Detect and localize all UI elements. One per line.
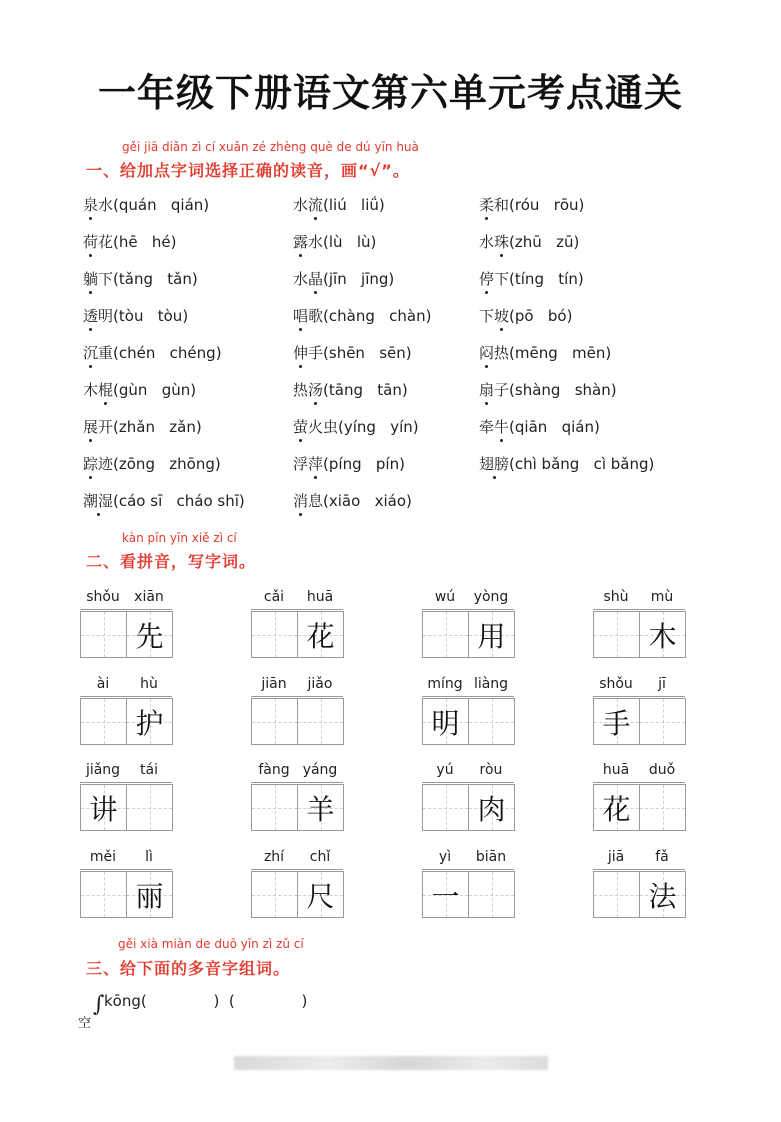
pinyin-baseline <box>251 609 343 610</box>
pinyin-syllable: biān <box>475 849 507 865</box>
pinyin-syllable: jī <box>658 676 666 692</box>
dotted-char: 沉 <box>83 344 99 362</box>
pinyin-options[interactable]: (gùn gùn) <box>113 381 197 399</box>
dotted-char: 露 <box>293 233 309 251</box>
reading-choice-item[interactable] <box>83 268 198 289</box>
pinyin-label <box>80 762 172 780</box>
pinyin-syllable: zhí <box>263 849 285 865</box>
box-char: 羊 <box>306 792 335 826</box>
box-char: 一 <box>431 879 460 913</box>
pinyin-label <box>251 762 343 780</box>
writing-box[interactable] <box>126 784 173 831</box>
dotted-char: 坡 <box>494 307 510 325</box>
pinyin-options[interactable]: (tòu tòu) <box>113 307 189 325</box>
pinyin-options[interactable]: (qiān qián) <box>509 418 600 436</box>
pinyin-syllable: chǐ <box>309 849 331 865</box>
reading-choice-item[interactable] <box>83 379 196 400</box>
writing-box[interactable] <box>639 611 686 658</box>
box-char: 讲 <box>89 792 118 826</box>
pinyin-label <box>80 676 172 694</box>
writing-box[interactable] <box>251 698 298 745</box>
page-title: 一年级下册语文第六单元考点通关 <box>97 71 683 115</box>
dotted-char: 珠 <box>494 233 510 251</box>
word-suffix: 下 <box>494 270 510 288</box>
reading-choice-item[interactable] <box>293 416 419 437</box>
writing-box[interactable] <box>80 871 127 918</box>
pinyin-baseline <box>593 782 685 783</box>
pinyin-syllable: shù <box>603 589 629 605</box>
tianzige-boxes <box>422 784 514 830</box>
reading-choice-item[interactable] <box>83 416 202 437</box>
writing-box[interactable] <box>639 871 686 918</box>
pinyin-syllable: shǒu <box>86 589 120 605</box>
pinyin-label <box>80 849 172 867</box>
dotted-char: 棍 <box>98 381 114 399</box>
writing-box[interactable] <box>80 784 127 831</box>
pinyin-syllable: liàng <box>473 676 509 692</box>
box-char: 花 <box>602 792 631 826</box>
pinyin-options[interactable]: (yíng yín) <box>338 418 419 436</box>
reading-choice-item[interactable] <box>479 379 617 400</box>
pinyin-baseline <box>422 696 514 697</box>
tianzige-boxes <box>422 611 514 657</box>
writing-box[interactable] <box>468 784 515 831</box>
word-suffix: 下 <box>98 270 114 288</box>
word-suffix: 水 <box>308 233 324 251</box>
tianzige-boxes <box>593 698 685 744</box>
pinyin-label <box>422 589 514 607</box>
reading-choice-item[interactable] <box>293 194 385 215</box>
watermark-blur <box>234 1056 548 1070</box>
tianzige-boxes <box>422 698 514 744</box>
pinyin-syllable: ròu <box>479 762 503 778</box>
dotted-char: 汤 <box>308 381 324 399</box>
pinyin-options[interactable]: (píng pín) <box>323 455 405 473</box>
pinyin-options[interactable]: (liú liǘ) <box>323 196 385 214</box>
pinyin-syllable: yú <box>436 762 454 778</box>
tianzige-boxes <box>593 611 685 657</box>
tianzige-boxes <box>422 871 514 917</box>
dotted-char: 躺 <box>83 270 99 288</box>
writing-box[interactable] <box>639 698 686 745</box>
box-char: 用 <box>477 619 506 653</box>
dotted-char: 闷 <box>479 344 495 362</box>
writing-box[interactable] <box>251 784 298 831</box>
pinyin-syllable: měi <box>89 849 117 865</box>
reading-choice-item[interactable] <box>479 305 572 326</box>
pinyin-baseline <box>593 696 685 697</box>
reading-choice-item[interactable] <box>479 416 600 437</box>
writing-box[interactable] <box>251 611 298 658</box>
pinyin-syllable: xiān <box>134 589 164 605</box>
writing-box[interactable] <box>593 698 640 745</box>
pinyin-baseline <box>422 609 514 610</box>
box-char: 法 <box>648 879 677 913</box>
writing-box[interactable] <box>468 871 515 918</box>
dotted-char: 晶 <box>308 270 324 288</box>
pinyin-label <box>593 849 685 867</box>
pinyin-options[interactable]: (chén chéng) <box>113 344 222 362</box>
dotted-char: 流 <box>308 196 324 214</box>
pinyin-baseline <box>422 782 514 783</box>
pinyin-options[interactable]: (chì bǎng cì bǎng) <box>509 455 655 473</box>
reading-choice-item[interactable] <box>293 379 408 400</box>
pinyin-syllable: jiǎng <box>85 762 121 778</box>
word-prefix: 热 <box>293 381 309 399</box>
writing-box[interactable] <box>80 698 127 745</box>
reading-choice-item[interactable] <box>479 231 579 252</box>
brace-symbol: ∫ <box>93 992 105 1017</box>
dotted-char: 透 <box>83 307 99 325</box>
dotted-char: 潮湿 <box>83 492 114 510</box>
word-prefix: 水 <box>293 196 309 214</box>
word-prefix: 下 <box>479 307 495 325</box>
tianzige-boxes <box>593 784 685 830</box>
dotted-char: 萍 <box>308 455 324 473</box>
tianzige-boxes <box>593 871 685 917</box>
pinyin-label <box>422 676 514 694</box>
section2-heading: 二、看拼音，写字词。 <box>86 552 257 571</box>
word-prefix: 浮 <box>293 455 309 473</box>
tianzige-boxes <box>251 871 343 917</box>
pinyin-label <box>80 589 172 607</box>
writing-box[interactable] <box>639 784 686 831</box>
pinyin-options[interactable]: (hē hé) <box>113 233 177 251</box>
box-char: 肉 <box>477 792 506 826</box>
pinyin-syllable: ài <box>96 676 110 692</box>
pinyin-syllable: huā <box>306 589 334 605</box>
pinyin-baseline <box>593 869 685 870</box>
pinyin-syllable: míng <box>427 676 463 692</box>
reading-choice-item[interactable] <box>293 268 394 289</box>
dotted-char: 柔 <box>479 196 495 214</box>
box-char: 先 <box>135 619 164 653</box>
pinyin-label <box>593 762 685 780</box>
tianzige-boxes <box>80 698 172 744</box>
pinyin-options[interactable]: (lù lù) <box>323 233 377 251</box>
dotted-char: 翅膀 <box>479 455 510 473</box>
writing-box[interactable] <box>126 611 173 658</box>
pinyin-options[interactable]: (jīn jīng) <box>323 270 395 288</box>
pinyin-baseline <box>593 609 685 610</box>
writing-box[interactable] <box>593 784 640 831</box>
word-suffix: 手 <box>308 344 324 362</box>
tianzige-boxes <box>80 784 172 830</box>
pinyin-syllable: fàng <box>258 762 290 778</box>
pinyin-label <box>251 589 343 607</box>
pinyin-options[interactable]: (róu rōu) <box>509 196 585 214</box>
pinyin-syllable: jiǎo <box>307 676 333 692</box>
pinyin-label <box>251 676 343 694</box>
dotted-char: 展 <box>83 418 99 436</box>
box-char: 明 <box>431 706 460 740</box>
reading-choice-item[interactable] <box>479 342 611 363</box>
pinyin-syllable: yáng <box>302 762 338 778</box>
pinyin-options[interactable]: (cáo sī cháo shī) <box>113 492 245 510</box>
dotted-char: 荷 <box>83 233 99 251</box>
word-prefix: 牵 <box>479 418 495 436</box>
reading-choice-item[interactable] <box>83 342 222 363</box>
box-char: 护 <box>135 706 164 740</box>
pinyin-baseline <box>251 869 343 870</box>
writing-box[interactable] <box>251 871 298 918</box>
word-suffix: 热 <box>494 344 510 362</box>
pinyin-syllable: duǒ <box>648 762 676 778</box>
writing-box[interactable] <box>593 871 640 918</box>
pinyin-options[interactable]: (shēn sēn) <box>323 344 412 362</box>
pinyin-options[interactable]: (xiāo xiáo) <box>323 492 412 510</box>
pinyin-label <box>422 762 514 780</box>
dotted-char: 泉 <box>83 196 99 214</box>
word-suffix: 和 <box>494 196 510 214</box>
pinyin-baseline <box>80 609 172 610</box>
pinyin-syllable: cǎi <box>263 589 285 605</box>
pinyin-options[interactable]: (quán qián) <box>113 196 210 214</box>
section3-pinyin: gěi xià miàn de duō yīn zì zǔ cí <box>118 937 304 951</box>
pinyin-syllable: lì <box>145 849 153 865</box>
pinyin-syllable: wú <box>434 589 456 605</box>
word-suffix: 开 <box>98 418 114 436</box>
tianzige-boxes <box>80 611 172 657</box>
pinyin-options[interactable]: (pō bó) <box>509 307 573 325</box>
pinyin-options[interactable]: (tǎng tǎn) <box>113 270 198 288</box>
word-suffix: 息 <box>308 492 324 510</box>
writing-box[interactable] <box>593 611 640 658</box>
word-suffix: 重 <box>98 344 114 362</box>
box-char: 手 <box>602 706 631 740</box>
pinyin-syllable: yòng <box>473 589 509 605</box>
box-char: 丽 <box>135 879 164 913</box>
dotted-char: 唱 <box>293 307 309 325</box>
writing-box[interactable] <box>126 871 173 918</box>
word-suffix: 花 <box>98 233 114 251</box>
pinyin-syllable: huā <box>602 762 630 778</box>
writing-box[interactable] <box>126 698 173 745</box>
tianzige-boxes <box>251 784 343 830</box>
pinyin-baseline <box>80 782 172 783</box>
pinyin-syllable: jiān <box>261 676 287 692</box>
word-suffix: 子 <box>494 381 510 399</box>
pinyin-baseline <box>80 869 172 870</box>
pinyin-options[interactable]: (zōng zhōng) <box>113 455 221 473</box>
dotted-char: 萤 <box>293 418 309 436</box>
pinyin-syllable: jiā <box>607 849 625 865</box>
pinyin-label <box>422 849 514 867</box>
writing-box[interactable] <box>80 611 127 658</box>
word-prefix: 水 <box>293 270 309 288</box>
reading-choice-item[interactable] <box>293 342 412 363</box>
pinyin-baseline <box>251 782 343 783</box>
pinyin-syllable: tái <box>140 762 158 778</box>
reading-choice-item[interactable] <box>293 453 405 474</box>
word-suffix: 水 <box>98 196 114 214</box>
dotted-char: 扇 <box>479 381 495 399</box>
word-suffix: 迹 <box>98 455 114 473</box>
reading-choice-item[interactable] <box>83 453 221 474</box>
pinyin-options[interactable]: (shàng shàn) <box>509 381 617 399</box>
reading-choice-item[interactable] <box>479 268 584 289</box>
pinyin-baseline <box>80 696 172 697</box>
reading-choice-item[interactable] <box>293 231 376 252</box>
dotted-char: 踪 <box>83 455 99 473</box>
pinyin-options[interactable]: (tíng tín) <box>509 270 584 288</box>
writing-box[interactable] <box>297 784 344 831</box>
pinyin-options[interactable]: (mēng mēn) <box>509 344 612 362</box>
pinyin-syllable: hù <box>140 676 158 692</box>
pinyin-syllable: yì <box>438 849 452 865</box>
writing-box[interactable] <box>297 698 344 745</box>
pinyin-syllable: mù <box>650 589 674 605</box>
writing-box[interactable] <box>422 871 469 918</box>
writing-box[interactable] <box>297 611 344 658</box>
reading-choice-item[interactable] <box>83 231 177 252</box>
box-char: 花 <box>306 619 335 653</box>
tianzige-boxes <box>251 611 343 657</box>
section1-heading: 一、给加点字词选择正确的读音，画“√”。 <box>86 161 410 180</box>
pinyin-options[interactable]: (tāng tān) <box>323 381 408 399</box>
writing-box[interactable] <box>468 698 515 745</box>
polyphone-answer-line[interactable]: kōng( ) ( ) <box>104 992 308 1010</box>
dotted-char: 停 <box>479 270 495 288</box>
reading-choice-item[interactable] <box>83 490 245 511</box>
pinyin-label <box>251 849 343 867</box>
pinyin-baseline <box>251 696 343 697</box>
dotted-char: 伸 <box>293 344 309 362</box>
dotted-char: 牛 <box>494 418 510 436</box>
dotted-char: 消 <box>293 492 309 510</box>
pinyin-label <box>593 676 685 694</box>
reading-choice-item[interactable] <box>83 305 188 326</box>
section3-heading: 三、给下面的多音字组词。 <box>86 959 291 978</box>
word-prefix: 木 <box>83 381 99 399</box>
pinyin-syllable: fǎ <box>655 849 669 865</box>
word-prefix: 水 <box>479 233 495 251</box>
tianzige-boxes <box>251 698 343 744</box>
pinyin-baseline <box>422 869 514 870</box>
writing-box[interactable] <box>422 784 469 831</box>
pinyin-options[interactable]: (chàng chàn) <box>323 307 432 325</box>
polyphone-char: 空 <box>78 1016 92 1031</box>
reading-choice-item[interactable] <box>479 453 654 474</box>
writing-box[interactable] <box>468 611 515 658</box>
word-suffix: 歌 <box>308 307 324 325</box>
pinyin-options[interactable]: (zhǎn zǎn) <box>113 418 202 436</box>
pinyin-options[interactable]: (zhū zū) <box>509 233 580 251</box>
reading-choice-item[interactable] <box>293 490 412 511</box>
reading-choice-item[interactable] <box>83 194 209 215</box>
reading-choice-item[interactable] <box>479 194 584 215</box>
reading-choice-item[interactable] <box>293 305 431 326</box>
writing-box[interactable] <box>422 698 469 745</box>
writing-box[interactable] <box>422 611 469 658</box>
box-char: 木 <box>648 619 677 653</box>
word-suffix: 明 <box>98 307 114 325</box>
pinyin-label <box>593 589 685 607</box>
word-suffix: 火虫 <box>308 418 339 436</box>
pinyin-syllable: shǒu <box>599 676 633 692</box>
tianzige-boxes <box>80 871 172 917</box>
section1-pinyin: gěi jiā diǎn zì cí xuǎn zé zhèng què de dú yīn huà <box>122 140 419 154</box>
section2-pinyin: kàn pīn yīn xiě zì cí <box>122 531 237 545</box>
writing-box[interactable] <box>297 871 344 918</box>
box-char: 尺 <box>306 879 335 913</box>
